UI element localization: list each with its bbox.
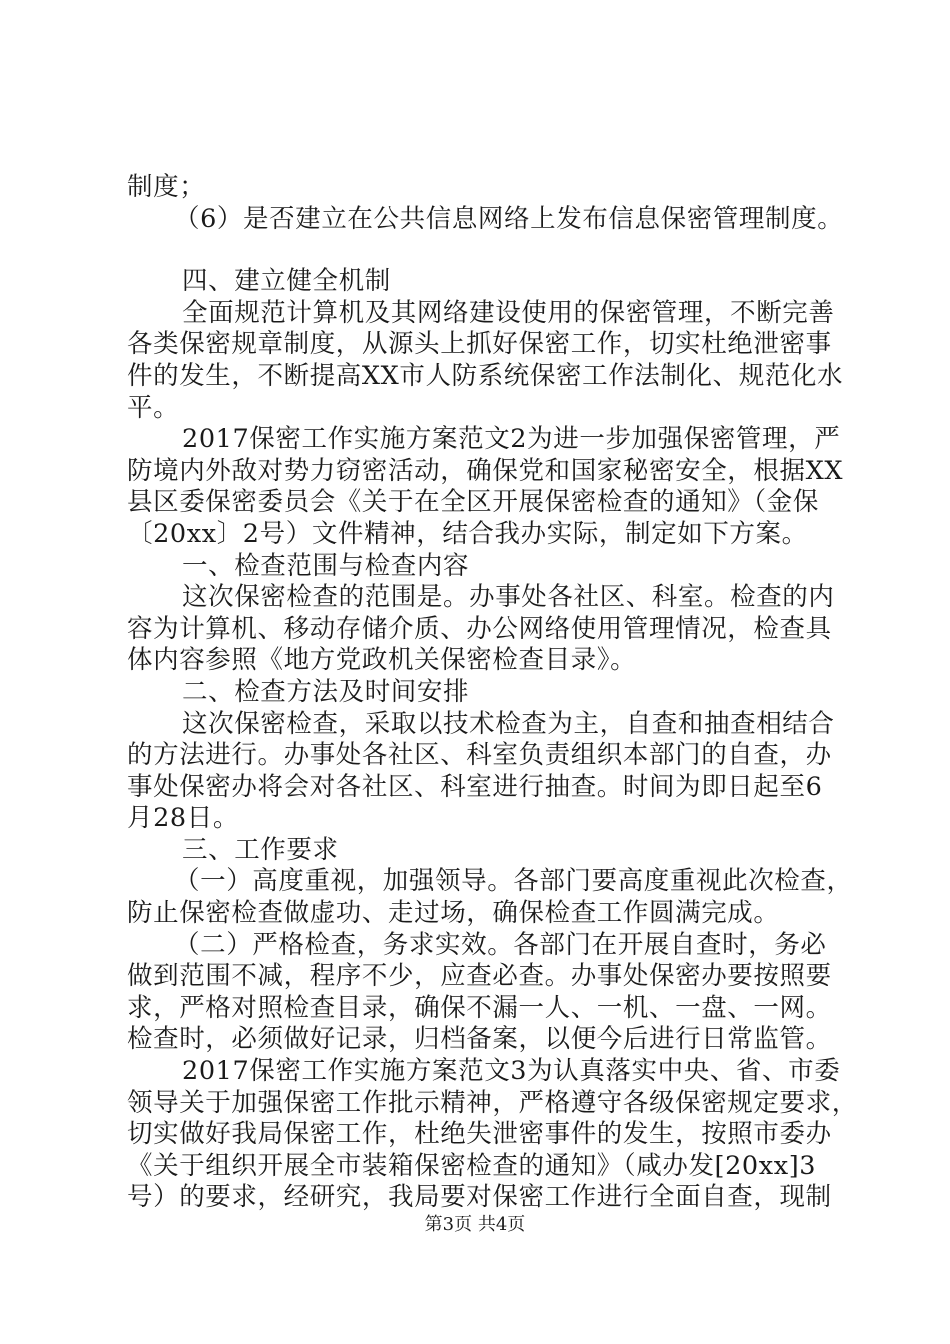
text-line: 一、检查范围与检查内容 [182,550,470,581]
text-line: 全面规范计算机及其网络建设使用的保密管理，不断完善 [182,297,835,328]
text-line: 平。 [127,392,180,423]
text-line: （二）严格检查，务求实效。各部门在开展自查时，务必 [174,929,827,960]
text-line: 三、工作要求 [182,834,339,865]
text-line: 领导关于加强保密工作批示精神，严格遵守各级保密规定要求， [127,1087,858,1118]
text-line: 县区委保密委员会《关于在全区开展保密检查的通知》（金保 [127,487,819,518]
text-line: 2017保密工作实施方案范文2为进一步加强保密管理，严 [182,424,841,455]
text-line: 做到范围不减，程序不少，应查必查。办事处保密办要按照要 [127,961,832,992]
text-line: 《关于组织开展全市装箱保密检查的通知》（咸办发[20xx]3 [127,1150,817,1181]
document-body [127,172,858,1214]
text-line: 的方法进行。办事处各社区、科室负责组织本部门的自查，办 [127,740,832,771]
text-line: 体内容参照《地方党政机关保密检查目录》。 [127,645,637,676]
text-line: 检查时，必须做好记录，归档备案，以便今后进行日常监管。 [127,1024,832,1055]
text-line: 防境内外敌对势力窃密活动，确保党和国家秘密安全，根据XX [127,455,844,486]
text-line: 二、检查方法及时间安排 [182,676,470,707]
text-line: 各类保密规章制度，从源头上抓好保密工作，切实杜绝泄密事 [127,329,832,360]
text-line: 2017保密工作实施方案范文3为认真落实中央、省、市委 [182,1056,841,1087]
text-line: 切实做好我局保密工作，杜绝失泄密事件的发生，按照市委办 [127,1119,832,1150]
text-line: 这次保密检查的范围是。办事处各社区、科室。检查的内 [182,582,835,613]
text-line: 求，严格对照检查目录，确保不漏一人、一机、一盘、一网。 [127,992,832,1023]
text-line: 制度； [127,172,206,202]
text-line: 事处保密办将会对各社区、科室进行抽查。时间为即日起至6 [127,771,823,802]
text-line: 四、建立健全机制 [182,266,391,297]
text-line: 〔20xx〕2号）文件精神，结合我办实际，制定如下方案。 [127,518,808,549]
text-line: （6）是否建立在公共信息网络上发布信息保密管理制度。 [174,203,844,234]
text-line: 这次保密检查，采取以技术检查为主，自查和抽查相结合 [182,708,835,739]
text-line: 容为计算机、移动存储介质、办公网络使用管理情况，检查具 [127,613,832,644]
text-line: 月28日。 [127,803,239,834]
text-line: 号）的要求，经研究，我局要对保密工作进行全面自查，现制 [127,1182,832,1213]
paragraph-gap [127,235,832,266]
text-line: 防止保密检查做虚功、走过场，确保检查工作圆满完成。 [127,898,780,929]
text-line: 件的发生，不断提高XX市人防系统保密工作法制化、规范化水 [127,360,844,391]
page-footer: 第3页 共4页 [424,1214,526,1235]
text-line: （一）高度重视，加强领导。各部门要高度重视此次检查， [174,866,853,897]
